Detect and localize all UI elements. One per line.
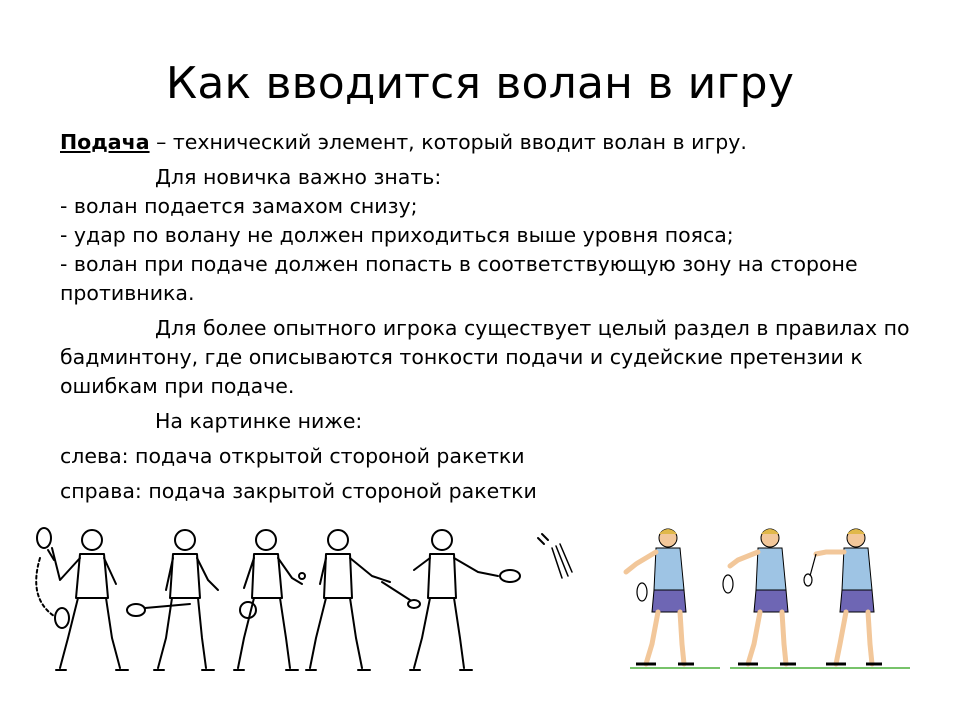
- shuttle-flying: [538, 534, 548, 544]
- beginner-intro: Для новичка важно знать:: [155, 165, 442, 189]
- player-figure-4: [306, 530, 390, 670]
- slide-title: Как вводится волан в игру: [165, 58, 795, 109]
- closed-side-serve-sequence: [626, 529, 910, 668]
- color-player-3: [804, 529, 910, 668]
- player-figure-2: [154, 530, 218, 670]
- open-side-serve-sequence: [36, 528, 572, 670]
- racket-1b: [55, 608, 69, 628]
- player-figure-1: [52, 530, 128, 670]
- definition-line: [60, 128, 920, 157]
- player-figure-3: [234, 530, 302, 670]
- color-player-1: [626, 529, 720, 668]
- color-player-2: [723, 529, 820, 668]
- serve-illustration: [30, 518, 930, 688]
- player-figure-5: [410, 530, 498, 670]
- racket-4: [408, 600, 420, 608]
- left-caption: слева: подача открытой стороной ракетки: [60, 444, 525, 468]
- shuttle-3: [299, 573, 305, 579]
- swing-path-1: [36, 558, 54, 616]
- definition-term: Подача: [60, 130, 150, 154]
- beginner-point-2: - удар по волану не должен приходиться выше уровня пояса;: [60, 223, 734, 247]
- racket-3: [240, 602, 256, 618]
- racket-1: [37, 528, 51, 548]
- racket-4-shaft: [382, 582, 410, 600]
- beginner-point-1: - волан подается замахом снизу;: [60, 194, 418, 218]
- definition-text: – технический элемент, который вводит волан в игру.: [149, 130, 747, 154]
- slide-body: [60, 128, 920, 506]
- beginner-point-3: - волан при подаче должен попасть в соответствующую зону на стороне противника.: [60, 252, 858, 305]
- racket-2: [127, 604, 145, 616]
- racket-5: [500, 570, 520, 582]
- advanced-text: Для более опытного игрока существует целый раздел в правилах по бадминтону, где описываются тонкости подачи и судейские претензии к ошибкам при подаче.: [60, 316, 910, 398]
- shuttle-trail: [552, 544, 572, 578]
- picture-intro: На картинке ниже:: [155, 409, 363, 433]
- right-caption: справа: подача закрытой стороной ракетки: [60, 479, 537, 503]
